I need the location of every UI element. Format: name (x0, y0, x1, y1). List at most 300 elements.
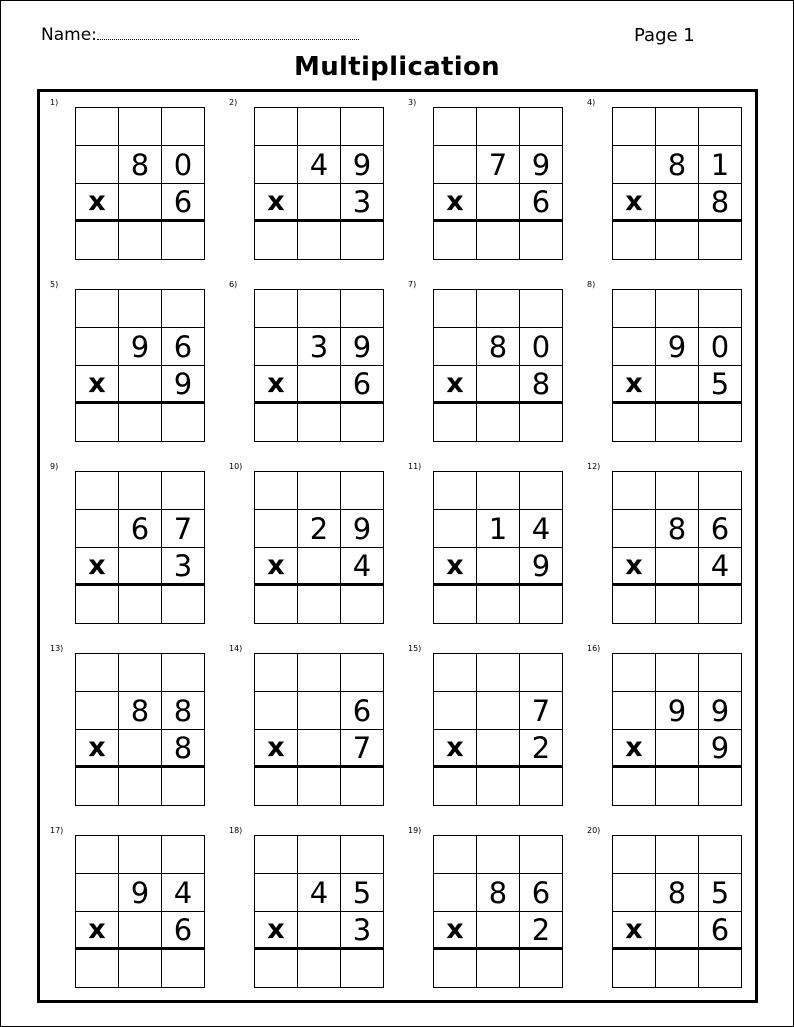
answer-cell[interactable] (255, 222, 298, 260)
answer-cell[interactable] (76, 586, 119, 624)
answer-cell[interactable] (298, 404, 341, 442)
answer-cell[interactable] (119, 222, 162, 260)
answer-cell[interactable] (298, 222, 341, 260)
carry-cell[interactable] (162, 654, 205, 692)
top-digit: 4 (298, 146, 341, 184)
answer-cell[interactable] (255, 950, 298, 988)
top-digit (255, 328, 298, 366)
answer-grid (254, 471, 384, 624)
carry-cell[interactable] (298, 654, 341, 692)
top-digit: 9 (119, 874, 162, 912)
top-digit (613, 874, 656, 912)
problem-6 (229, 274, 404, 434)
carry-cell[interactable] (341, 654, 384, 692)
problem-number: 13) (50, 644, 64, 653)
carry-cell[interactable] (613, 836, 656, 874)
answer-cell[interactable] (520, 586, 563, 624)
blank-cell (477, 366, 520, 404)
problem-number: 11) (408, 462, 422, 471)
carry-cell[interactable] (434, 654, 477, 692)
top-digit: 4 (520, 510, 563, 548)
answer-grid (75, 107, 205, 260)
answer-cell[interactable] (477, 768, 520, 806)
answer-cell[interactable] (613, 768, 656, 806)
problem-number: 8) (587, 280, 596, 289)
problem-number: 12) (587, 462, 601, 471)
bottom-digit: 9 (162, 366, 205, 404)
answer-cell[interactable] (520, 222, 563, 260)
answer-cell[interactable] (434, 768, 477, 806)
top-digit: 8 (656, 146, 699, 184)
problem-8 (587, 274, 762, 434)
blank-cell (656, 548, 699, 586)
answer-cell[interactable] (520, 768, 563, 806)
problem-5 (50, 274, 225, 434)
problem-number: 16) (587, 644, 601, 653)
answer-cell[interactable] (76, 222, 119, 260)
multiply-sign: x (613, 730, 656, 768)
answer-cell[interactable] (656, 586, 699, 624)
problem-number: 19) (408, 826, 422, 835)
top-digit: 8 (477, 874, 520, 912)
problem-number: 20) (587, 826, 601, 835)
answer-cell[interactable] (477, 950, 520, 988)
carry-cell[interactable] (520, 472, 563, 510)
carry-cell[interactable] (76, 290, 119, 328)
problem-number: 5) (50, 280, 59, 289)
blank-cell (477, 184, 520, 222)
carry-cell[interactable] (477, 290, 520, 328)
problem-13 (50, 638, 225, 798)
top-digit: 6 (699, 510, 742, 548)
answer-cell[interactable] (699, 950, 742, 988)
problem-number: 17) (50, 826, 64, 835)
top-digit (76, 510, 119, 548)
carry-cell[interactable] (119, 654, 162, 692)
blank-cell (477, 730, 520, 768)
bottom-digit: 9 (520, 548, 563, 586)
top-digit (434, 510, 477, 548)
bottom-digit: 8 (520, 366, 563, 404)
top-digit (613, 510, 656, 548)
answer-cell[interactable] (119, 768, 162, 806)
bottom-digit: 7 (341, 730, 384, 768)
carry-cell[interactable] (76, 654, 119, 692)
problem-number: 7) (408, 280, 417, 289)
top-digit: 9 (341, 146, 384, 184)
bottom-digit: 3 (341, 184, 384, 222)
top-digit: 8 (162, 692, 205, 730)
carry-cell[interactable] (520, 108, 563, 146)
answer-cell[interactable] (434, 950, 477, 988)
top-digit: 1 (477, 510, 520, 548)
carry-cell[interactable] (162, 472, 205, 510)
name-blank[interactable] (97, 25, 359, 40)
problem-number: 18) (229, 826, 243, 835)
answer-cell[interactable] (656, 404, 699, 442)
page-number: Page 1 (634, 25, 695, 46)
top-digit: 9 (341, 510, 384, 548)
answer-cell[interactable] (76, 768, 119, 806)
top-digit: 0 (699, 328, 742, 366)
carry-cell[interactable] (298, 108, 341, 146)
answer-cell[interactable] (656, 222, 699, 260)
bottom-digit: 6 (520, 184, 563, 222)
top-digit: 2 (298, 510, 341, 548)
problem-number: 3) (408, 98, 417, 107)
answer-cell[interactable] (255, 768, 298, 806)
bottom-digit: 4 (341, 548, 384, 586)
problem-number: 15) (408, 644, 422, 653)
carry-cell[interactable] (255, 108, 298, 146)
bottom-digit: 8 (699, 184, 742, 222)
top-digit: 6 (520, 874, 563, 912)
carry-cell[interactable] (119, 472, 162, 510)
carry-cell[interactable] (699, 108, 742, 146)
answer-cell[interactable] (341, 404, 384, 442)
problem-20 (587, 820, 762, 980)
answer-cell[interactable] (699, 404, 742, 442)
multiply-sign: x (76, 184, 119, 222)
top-digit (255, 874, 298, 912)
answer-cell[interactable] (298, 950, 341, 988)
blank-cell (298, 730, 341, 768)
bottom-digit: 2 (520, 912, 563, 950)
top-digit: 5 (341, 874, 384, 912)
multiply-sign: x (434, 912, 477, 950)
carry-cell[interactable] (656, 836, 699, 874)
carry-cell[interactable] (656, 290, 699, 328)
top-digit (76, 146, 119, 184)
problem-11 (408, 456, 583, 616)
answer-cell[interactable] (76, 404, 119, 442)
multiply-sign: x (76, 912, 119, 950)
carry-cell[interactable] (255, 654, 298, 692)
carry-cell[interactable] (119, 290, 162, 328)
answer-grid (254, 107, 384, 260)
blank-cell (119, 912, 162, 950)
multiply-sign: x (255, 184, 298, 222)
answer-cell[interactable] (477, 404, 520, 442)
bottom-digit: 3 (341, 912, 384, 950)
multiply-sign: x (76, 548, 119, 586)
top-digit: 8 (477, 328, 520, 366)
answer-grid (612, 471, 742, 624)
top-digit (76, 328, 119, 366)
top-digit: 7 (520, 692, 563, 730)
blank-cell (119, 730, 162, 768)
multiply-sign: x (434, 548, 477, 586)
multiply-sign: x (434, 730, 477, 768)
carry-cell[interactable] (613, 290, 656, 328)
problem-4 (587, 92, 762, 252)
top-digit (76, 692, 119, 730)
answer-grid (433, 653, 563, 806)
top-digit: 7 (162, 510, 205, 548)
top-digit: 5 (699, 874, 742, 912)
top-digit: 8 (656, 874, 699, 912)
answer-cell[interactable] (119, 950, 162, 988)
carry-cell[interactable] (298, 836, 341, 874)
blank-cell (298, 366, 341, 404)
carry-cell[interactable] (162, 108, 205, 146)
carry-cell[interactable] (76, 836, 119, 874)
top-digit: 0 (520, 328, 563, 366)
problem-3 (408, 92, 583, 252)
top-digit (434, 328, 477, 366)
carry-cell[interactable] (434, 836, 477, 874)
carry-cell[interactable] (613, 108, 656, 146)
top-digit: 4 (298, 874, 341, 912)
answer-grid (254, 653, 384, 806)
carry-cell[interactable] (477, 654, 520, 692)
answer-cell[interactable] (76, 950, 119, 988)
blank-cell (656, 366, 699, 404)
carry-cell[interactable] (298, 290, 341, 328)
carry-cell[interactable] (434, 290, 477, 328)
bottom-digit: 6 (162, 184, 205, 222)
problem-19 (408, 820, 583, 980)
answer-cell[interactable] (255, 586, 298, 624)
blank-cell (477, 548, 520, 586)
multiply-sign: x (76, 730, 119, 768)
answer-cell[interactable] (162, 950, 205, 988)
problem-7 (408, 274, 583, 434)
carry-cell[interactable] (699, 654, 742, 692)
carry-cell[interactable] (699, 290, 742, 328)
carry-cell[interactable] (298, 472, 341, 510)
top-digit: 9 (520, 146, 563, 184)
multiply-sign: x (434, 366, 477, 404)
answer-grid (433, 107, 563, 260)
carry-cell[interactable] (162, 836, 205, 874)
multiply-sign: x (613, 548, 656, 586)
multiply-sign: x (255, 912, 298, 950)
problem-2 (229, 92, 404, 252)
multiply-sign: x (434, 184, 477, 222)
blank-cell (119, 548, 162, 586)
answer-cell[interactable] (477, 222, 520, 260)
top-digit: 6 (341, 692, 384, 730)
problem-18 (229, 820, 404, 980)
carry-cell[interactable] (699, 472, 742, 510)
answer-cell[interactable] (699, 222, 742, 260)
answer-grid (433, 835, 563, 988)
carry-cell[interactable] (341, 290, 384, 328)
carry-cell[interactable] (656, 108, 699, 146)
top-digit: 8 (119, 692, 162, 730)
answer-cell[interactable] (477, 586, 520, 624)
bottom-digit: 6 (699, 912, 742, 950)
multiply-sign: x (613, 912, 656, 950)
carry-cell[interactable] (341, 836, 384, 874)
carry-cell[interactable] (477, 836, 520, 874)
carry-cell[interactable] (520, 290, 563, 328)
top-digit: 6 (119, 510, 162, 548)
answer-grid (612, 653, 742, 806)
answer-grid (433, 289, 563, 442)
multiply-sign: x (76, 366, 119, 404)
answer-cell[interactable] (298, 586, 341, 624)
bottom-digit: 6 (162, 912, 205, 950)
name-line (41, 25, 359, 45)
answer-cell[interactable] (434, 404, 477, 442)
answer-cell[interactable] (613, 586, 656, 624)
blank-cell (656, 912, 699, 950)
problem-12 (587, 456, 762, 616)
carry-cell[interactable] (613, 654, 656, 692)
blank-cell (119, 366, 162, 404)
carry-cell[interactable] (119, 108, 162, 146)
answer-cell[interactable] (341, 586, 384, 624)
answer-cell[interactable] (434, 586, 477, 624)
carry-cell[interactable] (162, 290, 205, 328)
top-digit (255, 146, 298, 184)
name-label: Name: (41, 25, 97, 45)
carry-cell[interactable] (477, 108, 520, 146)
answer-grid (75, 471, 205, 624)
answer-cell[interactable] (699, 768, 742, 806)
problem-9 (50, 456, 225, 616)
problem-1 (50, 92, 225, 252)
blank-cell (119, 184, 162, 222)
bottom-digit: 9 (699, 730, 742, 768)
answer-cell[interactable] (656, 950, 699, 988)
carry-cell[interactable] (341, 472, 384, 510)
top-digit (255, 510, 298, 548)
answer-cell[interactable] (520, 950, 563, 988)
answer-cell[interactable] (613, 222, 656, 260)
answer-cell[interactable] (613, 404, 656, 442)
carry-cell[interactable] (699, 836, 742, 874)
problem-number: 4) (587, 98, 596, 107)
bottom-digit: 8 (162, 730, 205, 768)
carry-cell[interactable] (520, 654, 563, 692)
carry-cell[interactable] (434, 472, 477, 510)
carry-cell[interactable] (520, 836, 563, 874)
top-digit (255, 692, 298, 730)
answer-cell[interactable] (656, 768, 699, 806)
answer-cell[interactable] (162, 222, 205, 260)
top-digit: 9 (656, 328, 699, 366)
bottom-digit: 5 (699, 366, 742, 404)
problem-number: 2) (229, 98, 238, 107)
carry-cell[interactable] (119, 836, 162, 874)
problem-16 (587, 638, 762, 798)
problem-number: 9) (50, 462, 59, 471)
multiply-sign: x (255, 548, 298, 586)
carry-cell[interactable] (613, 472, 656, 510)
top-digit (434, 692, 477, 730)
problem-10 (229, 456, 404, 616)
answer-cell[interactable] (341, 222, 384, 260)
answer-grid (254, 835, 384, 988)
multiply-sign: x (255, 366, 298, 404)
top-digit (76, 874, 119, 912)
answer-cell[interactable] (162, 586, 205, 624)
top-digit: 3 (298, 328, 341, 366)
multiply-sign: x (255, 730, 298, 768)
top-digit: 1 (699, 146, 742, 184)
top-digit: 9 (119, 328, 162, 366)
carry-cell[interactable] (255, 290, 298, 328)
top-digit: 4 (162, 874, 205, 912)
top-digit (477, 692, 520, 730)
carry-cell[interactable] (434, 108, 477, 146)
multiply-sign: x (613, 366, 656, 404)
answer-grid (254, 289, 384, 442)
top-digit (613, 146, 656, 184)
top-digit: 7 (477, 146, 520, 184)
answer-cell[interactable] (255, 404, 298, 442)
bottom-digit: 6 (341, 366, 384, 404)
answer-cell[interactable] (520, 404, 563, 442)
blank-cell (298, 184, 341, 222)
problem-number: 1) (50, 98, 59, 107)
answer-grid (612, 835, 742, 988)
carry-cell[interactable] (76, 108, 119, 146)
problem-17 (50, 820, 225, 980)
answer-cell[interactable] (434, 222, 477, 260)
top-digit: 8 (656, 510, 699, 548)
top-digit: 6 (162, 328, 205, 366)
top-digit (613, 328, 656, 366)
top-digit (298, 692, 341, 730)
answer-cell[interactable] (699, 586, 742, 624)
worksheet-frame (37, 89, 758, 1003)
answer-cell[interactable] (162, 404, 205, 442)
carry-cell[interactable] (341, 108, 384, 146)
carry-cell[interactable] (477, 472, 520, 510)
carry-cell[interactable] (255, 836, 298, 874)
blank-cell (298, 548, 341, 586)
problem-15 (408, 638, 583, 798)
top-digit: 8 (119, 146, 162, 184)
answer-cell[interactable] (341, 768, 384, 806)
blank-cell (656, 730, 699, 768)
top-digit: 9 (699, 692, 742, 730)
carry-cell[interactable] (255, 472, 298, 510)
answer-cell[interactable] (119, 586, 162, 624)
blank-cell (656, 184, 699, 222)
blank-cell (298, 912, 341, 950)
top-digit (613, 692, 656, 730)
answer-grid (75, 653, 205, 806)
answer-cell[interactable] (162, 768, 205, 806)
top-digit: 9 (341, 328, 384, 366)
answer-grid (433, 471, 563, 624)
bottom-digit: 3 (162, 548, 205, 586)
problem-number: 14) (229, 644, 243, 653)
answer-cell[interactable] (613, 950, 656, 988)
answer-cell[interactable] (341, 950, 384, 988)
top-digit (434, 874, 477, 912)
bottom-digit: 4 (699, 548, 742, 586)
answer-grid (612, 107, 742, 260)
answer-cell[interactable] (298, 768, 341, 806)
answer-grid (75, 835, 205, 988)
carry-cell[interactable] (656, 472, 699, 510)
blank-cell (477, 912, 520, 950)
carry-cell[interactable] (76, 472, 119, 510)
top-digit (434, 146, 477, 184)
answer-grid (612, 289, 742, 442)
answer-cell[interactable] (119, 404, 162, 442)
problem-number: 10) (229, 462, 243, 471)
carry-cell[interactable] (656, 654, 699, 692)
problem-number: 6) (229, 280, 238, 289)
bottom-digit: 2 (520, 730, 563, 768)
